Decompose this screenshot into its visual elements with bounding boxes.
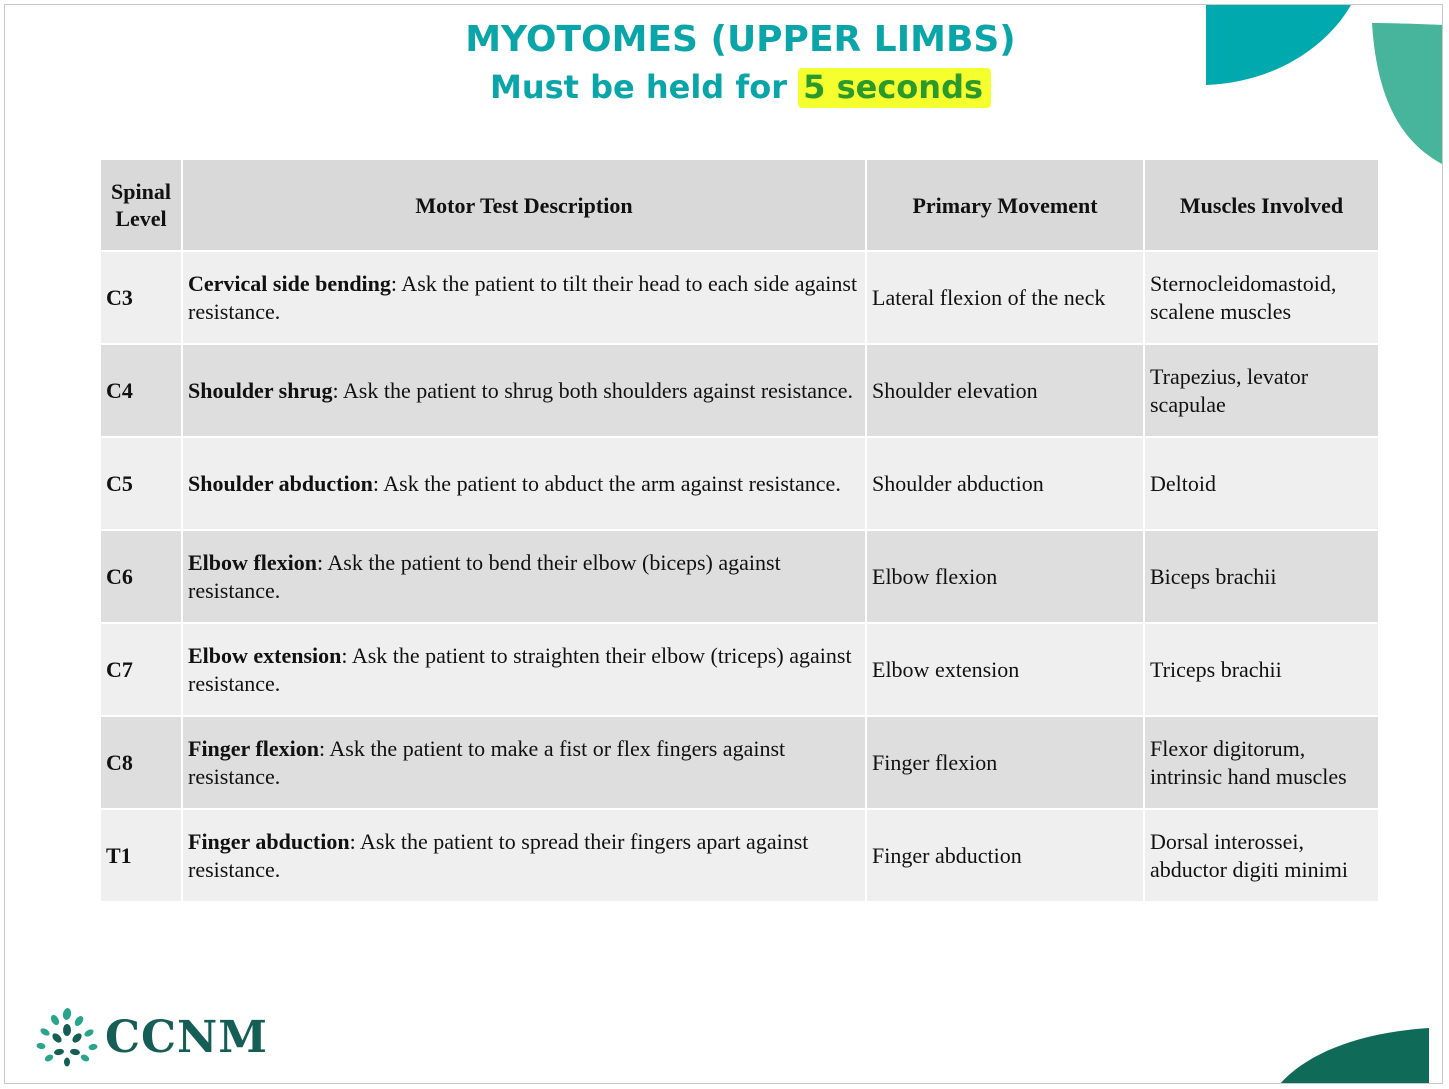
movement-cell: Shoulder elevation <box>866 344 1144 437</box>
motor-test-cell <box>182 716 866 809</box>
spinal-level-cell: C6 <box>100 530 182 623</box>
muscles-cell: Flexor digitorum, intrinsic hand muscles <box>1144 716 1379 809</box>
muscles-cell: Triceps brachii <box>1144 623 1379 716</box>
test-description: : Ask the patient to straighten their elbow (triceps) against resistance. <box>188 642 852 696</box>
slide <box>4 4 1443 1084</box>
spinal-level-cell: C4 <box>100 344 182 437</box>
test-description: : Ask the patient to shrug both shoulders against resistance. <box>332 377 854 403</box>
leaf-cluster-icon <box>33 1008 101 1068</box>
movement-cell: Lateral flexion of the neck <box>866 251 1144 344</box>
spinal-level-cell: T1 <box>100 809 182 902</box>
test-name: Elbow extension <box>188 642 342 668</box>
myotomes-table <box>99 158 1380 903</box>
table-row <box>100 530 1379 623</box>
muscles-cell: Trapezius, levator scapulae <box>1144 344 1379 437</box>
muscles-cell: Sternocleidomastoid, scalene muscles <box>1144 251 1379 344</box>
motor-test-cell <box>182 530 866 623</box>
test-description: : Ask the patient to make a fist or flex fingers against resistance. <box>188 735 786 789</box>
test-description: : Ask the patient to tilt their head to each side against resistance. <box>188 270 858 324</box>
test-name: Shoulder shrug <box>188 377 333 403</box>
table-header-row <box>100 159 1379 251</box>
muscles-cell: Deltoid <box>1144 437 1379 530</box>
test-name: Shoulder abduction <box>188 470 373 496</box>
movement-cell: Shoulder abduction <box>866 437 1144 530</box>
column-header-motor-test: Motor Test Description <box>182 159 866 251</box>
table-row <box>100 251 1379 344</box>
muscles-cell: Biceps brachii <box>1144 530 1379 623</box>
spinal-level-cell: C7 <box>100 623 182 716</box>
motor-test-cell <box>182 623 866 716</box>
logo-text: CCNM <box>105 1012 268 1063</box>
test-description: : Ask the patient to abduct the arm against resistance. <box>372 470 841 496</box>
test-description: : Ask the patient to bend their elbow (biceps) against resistance. <box>188 549 781 603</box>
highlighted-duration: 5 seconds <box>798 68 991 108</box>
page-title: MYOTOMES (UPPER LIMBS) <box>465 19 1016 60</box>
test-name: Finger abduction <box>188 828 350 854</box>
title-block <box>5 17 1443 111</box>
test-name: Finger flexion <box>188 735 319 761</box>
table-row <box>100 344 1379 437</box>
movement-cell: Elbow flexion <box>866 530 1144 623</box>
motor-test-cell <box>182 344 866 437</box>
movement-cell: Elbow extension <box>866 623 1144 716</box>
test-name: Cervical side bending <box>188 270 391 296</box>
test-name: Elbow flexion <box>188 549 317 575</box>
spinal-level-cell: C8 <box>100 716 182 809</box>
spinal-level-cell: C3 <box>100 251 182 344</box>
table-row <box>100 716 1379 809</box>
movement-cell: Finger abduction <box>866 809 1144 902</box>
motor-test-cell <box>182 437 866 530</box>
column-header-spinal-level: Spinal Level <box>100 159 182 251</box>
movement-cell: Finger flexion <box>866 716 1144 809</box>
table-row <box>100 623 1379 716</box>
bottom-right-dark-shape <box>1279 1028 1429 1084</box>
subtitle-prefix: Must be held for <box>489 68 799 106</box>
column-header-primary-movement: Primary Movement <box>866 159 1144 251</box>
ccnm-logo <box>33 1008 273 1068</box>
spinal-level-cell: C5 <box>100 437 182 530</box>
table-row <box>100 809 1379 902</box>
motor-test-cell <box>182 251 866 344</box>
page-subtitle <box>5 63 1443 111</box>
test-description: : Ask the patient to spread their fingers apart against resistance. <box>188 828 809 882</box>
muscles-cell: Dorsal interossei, abductor digiti minimi <box>1144 809 1379 902</box>
motor-test-cell <box>182 809 866 902</box>
table-row <box>100 437 1379 530</box>
column-header-muscles: Muscles Involved <box>1144 159 1379 251</box>
